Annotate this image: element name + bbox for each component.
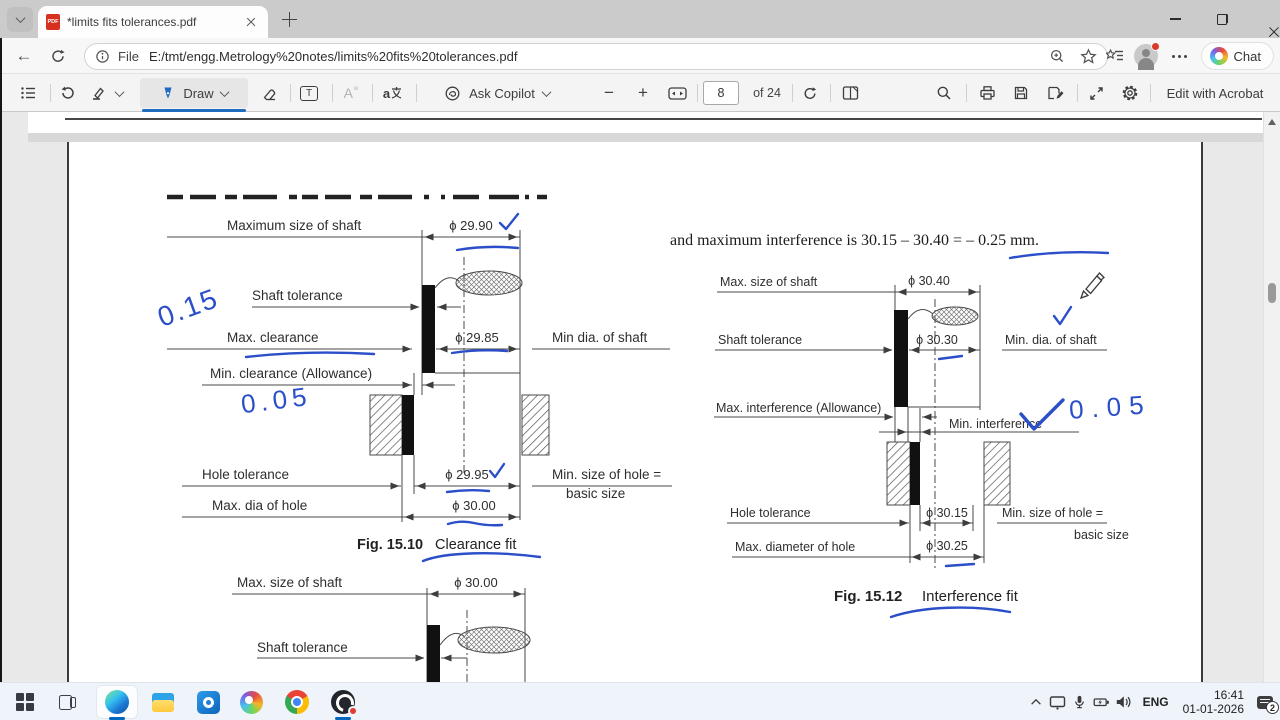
dim-30-40: ϕ 30.40 — [908, 274, 950, 288]
taskbar-explorer-button[interactable] — [143, 686, 183, 718]
tray-cast-button[interactable] — [1047, 683, 1069, 720]
previous-page-bottom — [28, 112, 1263, 133]
close-icon — [246, 17, 257, 28]
start-button[interactable] — [5, 686, 45, 718]
page-view-button[interactable] — [836, 74, 864, 112]
draw-label: Draw — [183, 85, 214, 101]
browser-tab[interactable] — [38, 6, 268, 38]
divider — [50, 84, 51, 102]
caption-fig-15-10: Fig. 15.10 — [357, 537, 424, 553]
tray-language-indicator[interactable]: ENG — [1142, 695, 1169, 709]
fig-15-11-linework — [232, 588, 530, 682]
zoom-page-icon[interactable] — [1049, 48, 1066, 65]
divider — [792, 84, 793, 102]
minus-icon: − — [604, 83, 614, 102]
copilot-chat-button[interactable] — [1201, 42, 1274, 70]
label-basic-size-2: basic size — [1074, 528, 1129, 542]
pdf-content-area — [0, 112, 1280, 682]
translate-button[interactable] — [376, 74, 410, 112]
label-min-dia-shaft-2: Min. dia. of shaft — [1005, 333, 1097, 347]
copilot-outline-icon — [444, 85, 461, 102]
address-bar[interactable] — [84, 43, 1108, 70]
highlighter-dropdown[interactable] — [110, 74, 128, 112]
caption-fig-15-12: Fig. 15.12 — [834, 588, 903, 605]
label-shaft-tolerance: Shaft tolerance — [252, 288, 343, 303]
copilot-icon — [1210, 47, 1228, 65]
plus-icon: + — [638, 83, 648, 102]
highlighter-icon — [90, 85, 106, 101]
tray-time: 16:41 — [1213, 688, 1244, 702]
pdf-toolbar — [0, 74, 1280, 112]
window-minimize-button[interactable] — [1152, 0, 1198, 38]
chevron-down-icon — [541, 87, 551, 97]
save-as-icon — [1047, 85, 1064, 101]
url-text: E:/tmt/engg.Metrology%20notes/limits%20fits%20tolerances.pdf — [148, 49, 518, 64]
recording-dot — [348, 706, 358, 716]
back-arrow-icon: ← — [15, 46, 33, 65]
new-tab-button[interactable] — [282, 12, 297, 27]
ask-copilot-label: Ask Copilot — [469, 85, 535, 101]
battery-charging-icon — [1093, 694, 1110, 710]
label-max-diameter-hole: Max. diameter of hole — [735, 540, 856, 554]
favorite-star-icon[interactable] — [1080, 48, 1097, 65]
save-as-button[interactable] — [1040, 74, 1070, 112]
avatar-head — [1142, 49, 1150, 57]
table-of-contents-icon — [20, 85, 37, 101]
tray-date: 01-01-2026 — [1182, 702, 1244, 716]
chevron-down-icon — [15, 13, 25, 23]
caption-interference-fit: Interference fit — [922, 588, 1018, 605]
label-hole-tolerance-2: Hole tolerance — [730, 506, 811, 520]
label-min-clearance: Min. clearance (Allowance) — [210, 366, 373, 381]
outlook-icon — [197, 691, 220, 714]
read-aloud-button[interactable] — [336, 74, 366, 112]
cast-screen-icon — [1049, 695, 1066, 710]
divider — [372, 84, 373, 102]
label-max-interference: Max. interference (Allowance) — [716, 401, 882, 415]
label-max-dia-hole: Max. dia of hole — [212, 498, 308, 513]
fit-width-icon — [668, 86, 687, 101]
tray-clock[interactable] — [1177, 688, 1250, 716]
taskbar-edge-button[interactable] — [97, 686, 137, 718]
toc-button[interactable] — [14, 74, 42, 112]
divider — [332, 84, 333, 102]
url-scheme-label: File — [118, 49, 139, 64]
text-box-button[interactable] — [294, 74, 324, 112]
rotate-icon — [802, 85, 818, 101]
taskbar — [0, 682, 1280, 720]
tab-title: *limits fits tolerances.pdf — [67, 15, 197, 29]
label-max-size-shaft: Maximum size of shaft — [227, 218, 362, 233]
sound-wave-icon: ʷ — [354, 84, 359, 94]
undo-icon — [60, 85, 76, 101]
scrollbar-thumb[interactable] — [1268, 283, 1276, 303]
window-left-edge — [0, 38, 2, 682]
divider — [290, 84, 291, 102]
browser-menu-button[interactable] — [1168, 55, 1191, 58]
dim-29-90: ϕ 29.90 — [449, 218, 493, 233]
dim-29-85: ϕ 29.85 — [455, 330, 499, 345]
dot-icon — [1184, 55, 1187, 58]
eraser-icon — [260, 85, 277, 101]
divider — [830, 84, 831, 102]
label-shaft-tolerance-2: Shaft tolerance — [257, 640, 348, 655]
window-restore-button[interactable] — [1199, 0, 1245, 38]
refresh-button[interactable] — [42, 38, 74, 74]
label-hole-tolerance: Hole tolerance — [202, 467, 290, 482]
zoom-out-button[interactable] — [596, 74, 622, 112]
save-button[interactable] — [1006, 74, 1036, 112]
label-basic-size: basic size — [566, 486, 626, 501]
fit-to-width-button[interactable] — [662, 74, 692, 112]
tray-hidden-icons-button[interactable] — [1025, 683, 1047, 720]
pencil-cursor-icon — [1081, 273, 1104, 298]
label-min-size-hole-2: Min. size of hole = — [1002, 506, 1104, 520]
eraser-button[interactable] — [254, 74, 282, 112]
rotate-button[interactable] — [796, 74, 824, 112]
label-shaft-tolerance-3: Shaft tolerance — [718, 333, 803, 347]
profile-avatar[interactable] — [1134, 44, 1158, 68]
dim-30-00-2: ϕ 30.00 — [454, 575, 498, 590]
divider — [697, 84, 698, 102]
label-max-size-shaft-2: Max. size of shaft — [237, 575, 343, 590]
refresh-icon — [50, 48, 66, 64]
tab-close-button[interactable] — [242, 13, 260, 31]
chevron-down-icon — [114, 87, 124, 97]
label-min-dia-shaft: Min dia. of shaft — [552, 330, 648, 345]
microphone-icon — [1072, 694, 1087, 710]
browser-titlebar — [0, 0, 1280, 38]
taskbar-chrome-button[interactable] — [277, 686, 317, 718]
file-explorer-icon — [151, 691, 175, 713]
handwritten-value-005-right: 0.05 — [1068, 389, 1153, 425]
zoom-in-button[interactable] — [630, 74, 656, 112]
dot-icon — [1172, 55, 1175, 58]
dot-icon — [1178, 55, 1181, 58]
print-button[interactable] — [972, 74, 1002, 112]
draw-tool-button[interactable] — [140, 78, 248, 108]
taskbar-obs-button[interactable] — [323, 686, 363, 718]
dim-29-95: ϕ 29.95 — [445, 467, 489, 482]
close-icon — [1267, 25, 1280, 38]
info-icon — [95, 49, 110, 64]
avatar-alert-dot — [1151, 42, 1160, 51]
notification-count-badge: 2 — [1266, 701, 1279, 714]
speaker-icon — [1115, 694, 1132, 710]
dim-30-15: ϕ 30.15 — [926, 506, 968, 520]
edge-icon — [105, 690, 129, 714]
chevron-down-icon — [219, 87, 229, 97]
highlighter-button[interactable] — [84, 74, 112, 112]
page-number-input[interactable] — [703, 81, 739, 105]
system-tray — [1025, 683, 1280, 720]
text-field-icon: T — [300, 86, 318, 101]
caption-clearance-fit: Clearance fit — [435, 537, 517, 553]
window-close-button[interactable] — [1246, 0, 1280, 38]
windows-start-icon — [16, 693, 34, 711]
page-gap — [28, 133, 1263, 142]
handwritten-value-005-left: 0.05 — [239, 380, 314, 420]
expand-icon — [1089, 86, 1104, 101]
pdf-page-canvas[interactable] — [67, 142, 1203, 682]
label-min-interference: Min. interference — [949, 417, 1043, 431]
page-view-icon — [842, 85, 859, 101]
search-document-button[interactable] — [930, 74, 958, 112]
copilot-icon — [240, 691, 263, 714]
browser-navbar — [0, 38, 1280, 74]
chat-label: Chat — [1233, 48, 1261, 64]
pdf-favicon-icon: PDF — [46, 14, 60, 30]
tab-search-button[interactable] — [7, 7, 33, 32]
save-icon — [1013, 85, 1029, 101]
divider — [1150, 84, 1151, 102]
dim-30-30: ϕ 30.30 — [916, 333, 958, 347]
scanned-page-rule — [65, 118, 1262, 120]
edit-with-acrobat-button[interactable]: Edit with Acrobat — [1166, 85, 1264, 101]
tray-volume-button[interactable] — [1113, 683, 1135, 720]
chevron-up-icon — [1029, 695, 1043, 709]
label-max-clearance: Max. clearance — [227, 330, 319, 345]
task-view-icon — [59, 695, 76, 709]
divider — [416, 84, 417, 102]
minimize-icon — [1170, 18, 1181, 19]
label-max-size-shaft-3: Max. size of shaft — [720, 275, 818, 289]
label-min-size-hole: Min. size of hole = — [552, 467, 662, 482]
gear-icon — [1121, 84, 1139, 102]
restore-icon — [1217, 14, 1228, 25]
tray-microphone-button[interactable] — [1069, 683, 1091, 720]
back-button[interactable] — [8, 38, 40, 74]
dim-30-00: ϕ 30.00 — [452, 498, 496, 513]
tray-notification-button[interactable] — [1250, 683, 1280, 720]
dim-30-25: ϕ 30.25 — [926, 539, 968, 553]
taskbar-outlook-button[interactable] — [188, 686, 228, 718]
translate-icon: a — [382, 85, 391, 101]
taskbar-copilot-button[interactable] — [231, 686, 271, 718]
divider — [966, 84, 967, 102]
ask-copilot-button[interactable] — [422, 74, 572, 112]
draw-pen-icon — [160, 85, 176, 101]
pdf-settings-button[interactable] — [1115, 74, 1145, 112]
favorites-hub-icon[interactable] — [1106, 48, 1124, 65]
undo-button[interactable] — [54, 74, 82, 112]
fig-15-12-linework — [714, 273, 1107, 570]
search-icon — [936, 85, 952, 101]
read-aloud-icon: A — [343, 85, 353, 101]
avatar-body — [1138, 58, 1154, 70]
interference-sentence: and maximum interference is 30.15 – 30.40 = – 0.25 mm. — [670, 232, 1039, 249]
handwritten-value-015: 0.15 — [153, 282, 223, 333]
vertical-scrollbar[interactable] — [1263, 112, 1280, 682]
fullscreen-button[interactable] — [1082, 74, 1110, 112]
scroll-up-arrow-icon[interactable] — [1268, 119, 1276, 125]
tray-battery-button[interactable] — [1091, 683, 1113, 720]
page-count-label: of 24 — [753, 86, 781, 100]
divider — [1077, 84, 1078, 102]
task-view-button[interactable] — [47, 686, 87, 718]
plus-icon — [282, 12, 297, 27]
translate-cjk-icon — [390, 86, 403, 100]
obs-icon — [331, 690, 355, 714]
print-icon — [979, 85, 996, 101]
chrome-icon — [285, 690, 309, 714]
